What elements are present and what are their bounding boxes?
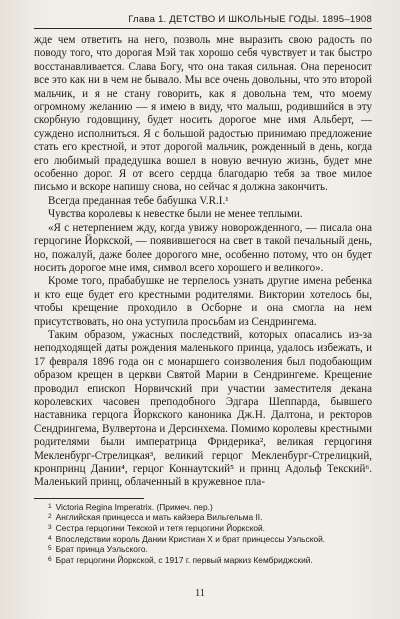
paragraph: Чувства королевы к невестке были не менее теплыми. [48, 208, 303, 221]
footnote-number: 1 [48, 502, 52, 510]
footnote [34, 502, 372, 513]
footnote-text: Брат герцогини Йоркской, с 1917 г. первый маркиз Кембриджский. [55, 554, 313, 565]
footnote [34, 534, 372, 545]
footnote-number: 2 [48, 513, 52, 521]
paragraph: Всегда преданная тебе бабушка V.R.I.¹ [48, 194, 229, 207]
footnote [34, 544, 372, 555]
footnotes [34, 498, 372, 566]
footnote-text: Брат принца Уэльского. [55, 544, 148, 555]
footnote-text: Английская принцесса и мать кайзера Вильгельма II. [55, 512, 263, 523]
footnote-number: 6 [48, 555, 52, 563]
page-number: 11 [194, 588, 206, 599]
footnote-number: 5 [48, 545, 52, 553]
paragraph: Кроме того, прабабушке не терпелось узнать другие имена ребенка и кто еще будет его крестными родителями. Виктории хотелось бы, чтобы крещение проходило в Осборне и она смогла на нем присутствовать, но она уступила просьбам из Сендрингема. [34, 275, 372, 328]
footnote-text: Victoria Regina Imperatrix. (Примеч. пер.) [55, 501, 213, 512]
footnote-number: 4 [48, 534, 52, 542]
footnote [34, 512, 372, 523]
footnote [34, 555, 372, 566]
footnote-number: 3 [48, 524, 52, 531]
footnote-text: Впоследствии король Дании Кристиан X и брат принцессы Уэльской. [55, 533, 326, 544]
paragraph: Таким образом, ужасных последствий, которых опасались из-за неподходящей даты рождения маленького принца, удалось избежать, и 17 февраля 1896 года он с монаршего соизволения был подобающим образом крещен в церкви Святой Марии в Сендрингеме. Крещение проводил епископ Норвичский при участии заместителя декана королевских часовен преподобного Эдгара Шеппарда, бывшего наставника герцога Йоркского каноника Дж.Н. Далтона, и ректоров Сендрингема, Вулвертона и Дерсинхема. Помимо королевы крестными родителями были императрица Фридерика², великая герцогиня Мекленбург-Стрелицкая³, великий герцог Мекленбург-Стрелицкий, кронпринц Дании⁴, герцог Коннаутский⁵ и принц Адольф Текский⁶. Маленький принц, облаченный в кружевное пла- [34, 328, 372, 489]
footnote-text: Сестра герцогини Текской и тетя герцогини Йоркской. [55, 523, 266, 533]
footnote [34, 523, 372, 534]
running-head: Глава 1. ДЕТСТВО И ШКОЛЬНЫЕ ГОДЫ. 1895–1908 [34, 0, 372, 29]
paragraph: «Я с нетерпением жду, когда увижу новорожденного, — писала она герцогине Йоркской, — появившегося на свет в такой печальный день, но, пожалуй, даже более дорогого мне, особенно потому, что он будет носить дорогое мне имя, символ всего хорошего и великого». [34, 221, 372, 274]
paragraph: жде чем ответить на него, позволь мне выразить свою радость по поводу того, что дорогая Мэй так хорошо себя чувствует и так быстро восстанавливается. Слава Богу, что она такая сильная. Она переносит все это как ни в чем не бывало. Мы все очень довольны, что это второй мальчик, и я не стану говорить, как я довольна тем, что моему огромному желанию — я имею в виду, что малыш, родившийся в эту скорбную годовщину, будет носить дорогое мне имя Альберт, — суждено исполниться. Я с большой радостью принимаю предложение стать его крестной, и этот дорогой мальчик, рожденный в день, когда его любимый прадедушка вошел в новую вечную жизнь, будет мне особенно дорог. Я от всего сердца благодарю тебя за твое милое письмо и вскоре напишу снова, но сейчас я должна закончить. [34, 34, 372, 194]
body-text [34, 34, 372, 490]
footnote-rule [34, 498, 144, 499]
